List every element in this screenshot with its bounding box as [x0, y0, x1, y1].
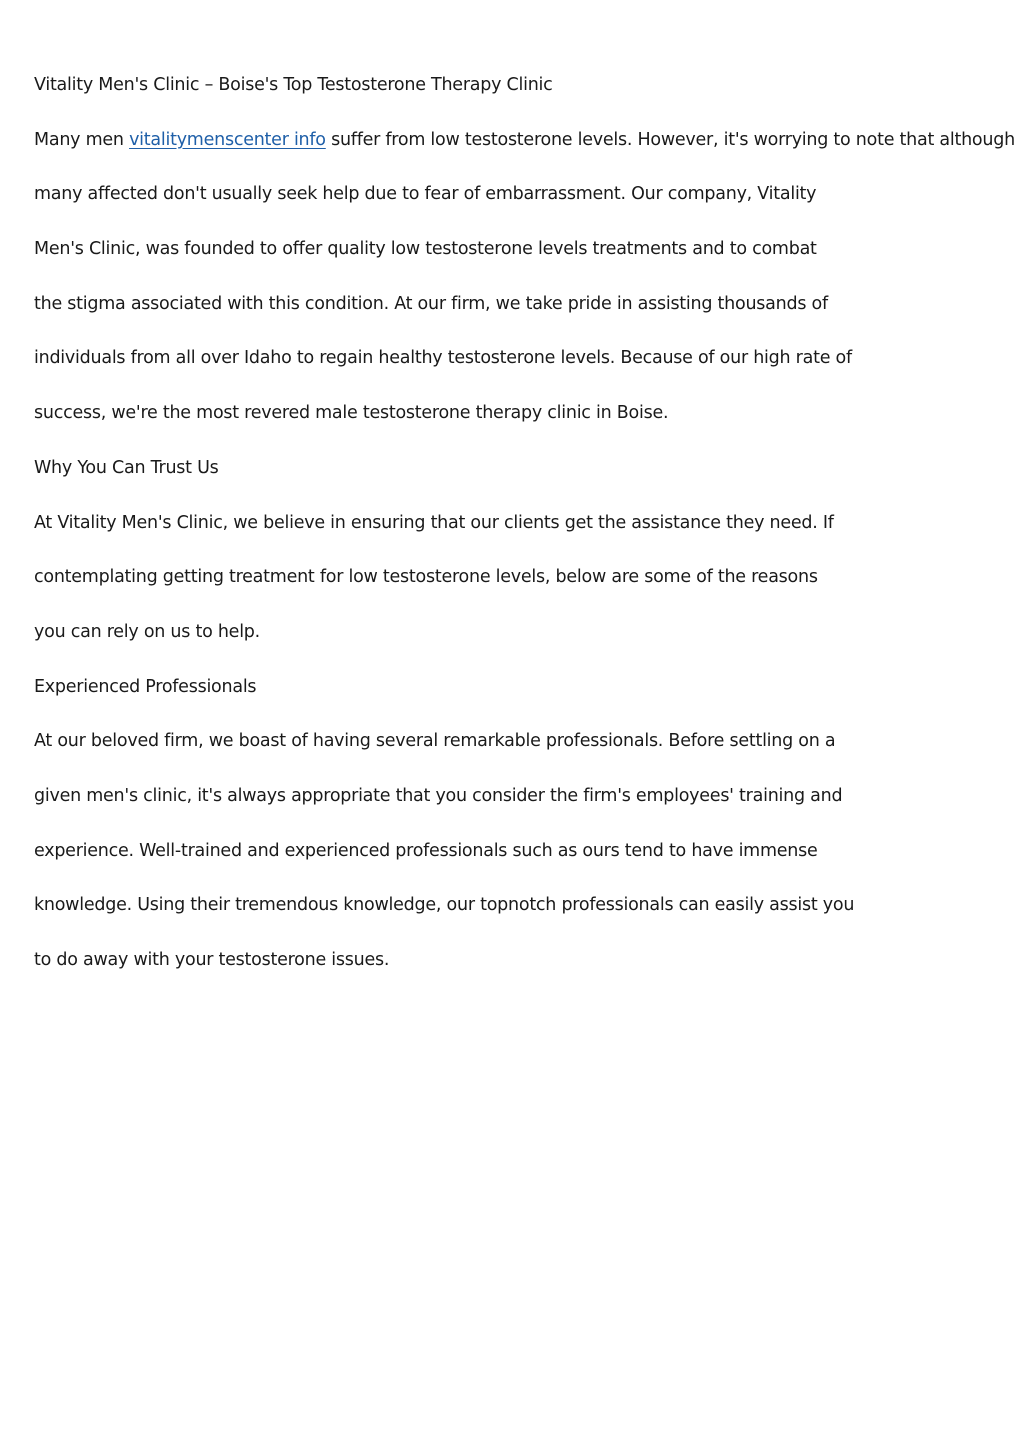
document-body — [34, 58, 1015, 988]
trust-line-2: contemplating getting treatment for low testosterone levels, below are some of the reasons — [34, 567, 818, 588]
professionals-line-1: At our beloved firm, we boast of having several remarkable professionals. Before settling on a — [34, 731, 836, 752]
professionals-line-4: knowledge. Using their tremendous knowledge, our topnotch professionals can easily assist you — [34, 895, 855, 916]
intro-line-2: many affected don't usually seek help due to fear of embarrassment. Our company, Vitality — [34, 184, 817, 205]
professionals-line-3: experience. Well-trained and experienced professionals such as ours tend to have immense — [34, 840, 818, 861]
trust-heading: Why You Can Trust Us — [34, 457, 219, 478]
intro-line-4: the stigma associated with this condition. At our firm, we take pride in assisting thousands of — [34, 293, 828, 314]
trust-line-1: At Vitality Men's Clinic, we believe in ensuring that our clients get the assistance they need. If — [34, 512, 834, 533]
intro-line-6: success, we're the most revered male testosterone therapy clinic in Boise. — [34, 403, 669, 424]
trust-line-3: you can rely on us to help. — [34, 621, 260, 642]
intro-line-3: Men's Clinic, was founded to offer quality low testosterone levels treatments and to combat — [34, 239, 817, 260]
professionals-heading: Experienced Professionals — [34, 676, 257, 697]
vitalitymenscenter-link[interactable]: vitalitymenscenter info — [129, 129, 326, 150]
document-title: Vitality Men's Clinic – Boise's Top Testosterone Therapy Clinic — [34, 75, 553, 95]
intro-text-after-link: suffer from low testosterone levels. However, it's worrying to note that although — [325, 129, 1015, 150]
professionals-line-2: given men's clinic, it's always appropriate that you consider the firm's employees' training and — [34, 785, 843, 806]
intro-line-5: individuals from all over Idaho to regain healthy testosterone levels. Because of our high rate of — [34, 348, 852, 369]
intro-line-1 — [34, 113, 1015, 168]
professionals-line-5: to do away with your testosterone issues. — [34, 950, 390, 970]
intro-text-before-link: Many men — [34, 129, 130, 150]
